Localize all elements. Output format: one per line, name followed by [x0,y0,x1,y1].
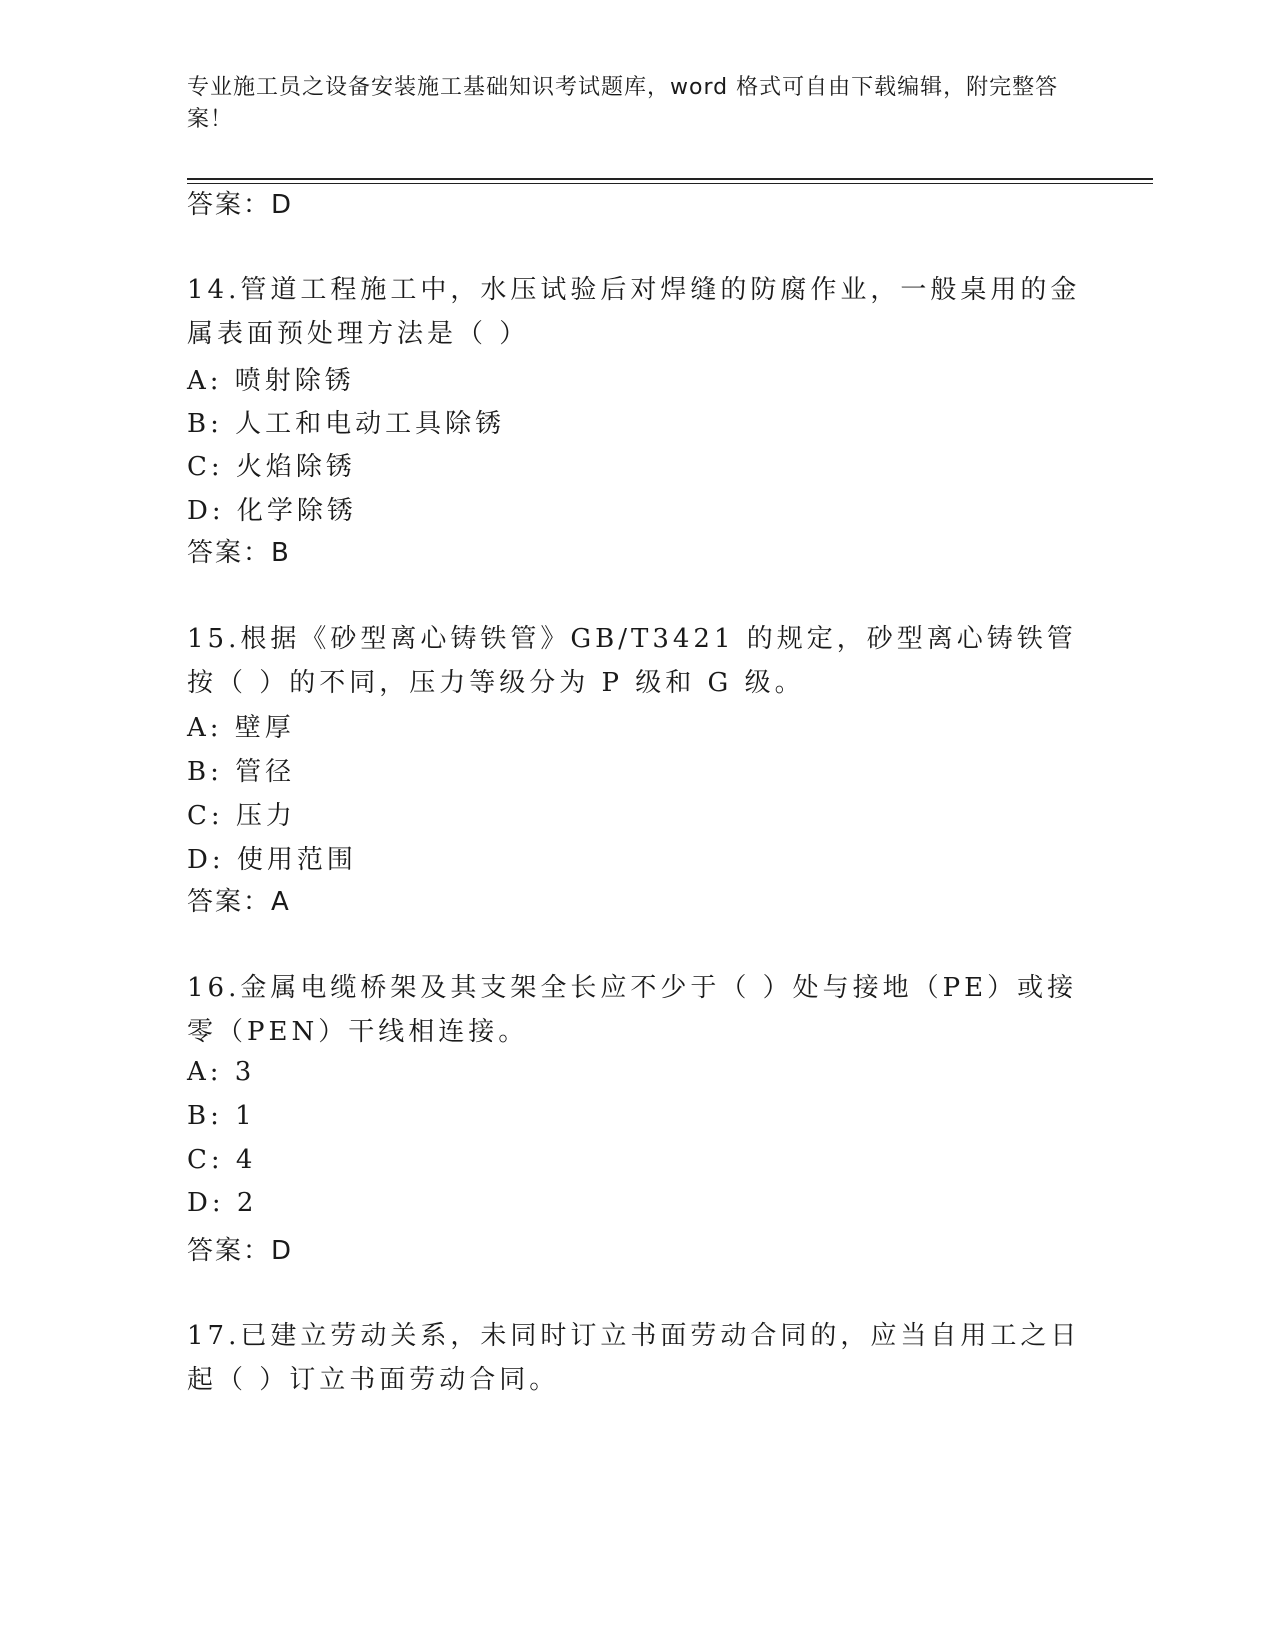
question-14-option-c: C: 火焰除锈 [187,452,356,482]
question-15-stem: 15.根据《砂型离心铸铁管》GB/T3421 的规定，砂型离心铸铁管按（ ）的不同，压力等级分为 P 级和 G 级。 [187,624,1077,698]
question-16-stem: 16.金属电缆桥架及其支架全长应不少于（ ）处与接地（PE）或接零（PEN）干线相连接。 [187,973,1078,1047]
question-16-option-b: B: 1 [187,1101,256,1131]
question-14-stem: 14.管道工程施工中，水压试验后对焊缝的防腐作业，一般桌用的金属表面预处理方法是（ ） [187,275,1081,349]
question-15-option-d: D: 使用范围 [187,845,357,875]
answer-13: 答案：D [187,190,294,220]
question-16-option-a: A: 3 [187,1057,256,1087]
question-15-option-a: A: 壁厚 [187,713,295,743]
question-16-option-d: D: 2 [187,1188,258,1218]
answer-15: 答案：A [187,887,291,917]
question-14-option-d: D: 化学除锈 [187,496,357,526]
header-rule-thin [187,183,1153,184]
answer-14: 答案：B [187,538,291,568]
question-16-option-c: C: 4 [187,1145,257,1175]
question-17-stem: 17.已建立劳动关系，未同时订立书面劳动合同的，应当自用工之日起（ ）订立书面劳动合同。 [187,1321,1081,1395]
answer-16: 答案：D [187,1236,294,1266]
question-15-option-b: B: 管径 [187,757,296,787]
header-rule-thick [187,178,1153,180]
question-14-option-a: A: 喷射除锈 [187,366,355,396]
document-header: 专业施工员之设备安装施工基础知识考试题库，word 格式可自由下载编辑，附完整答案！ [187,75,1059,132]
question-14-option-b: B: 人工和电动工具除锈 [187,409,506,439]
question-15-option-c: C: 压力 [187,801,296,831]
